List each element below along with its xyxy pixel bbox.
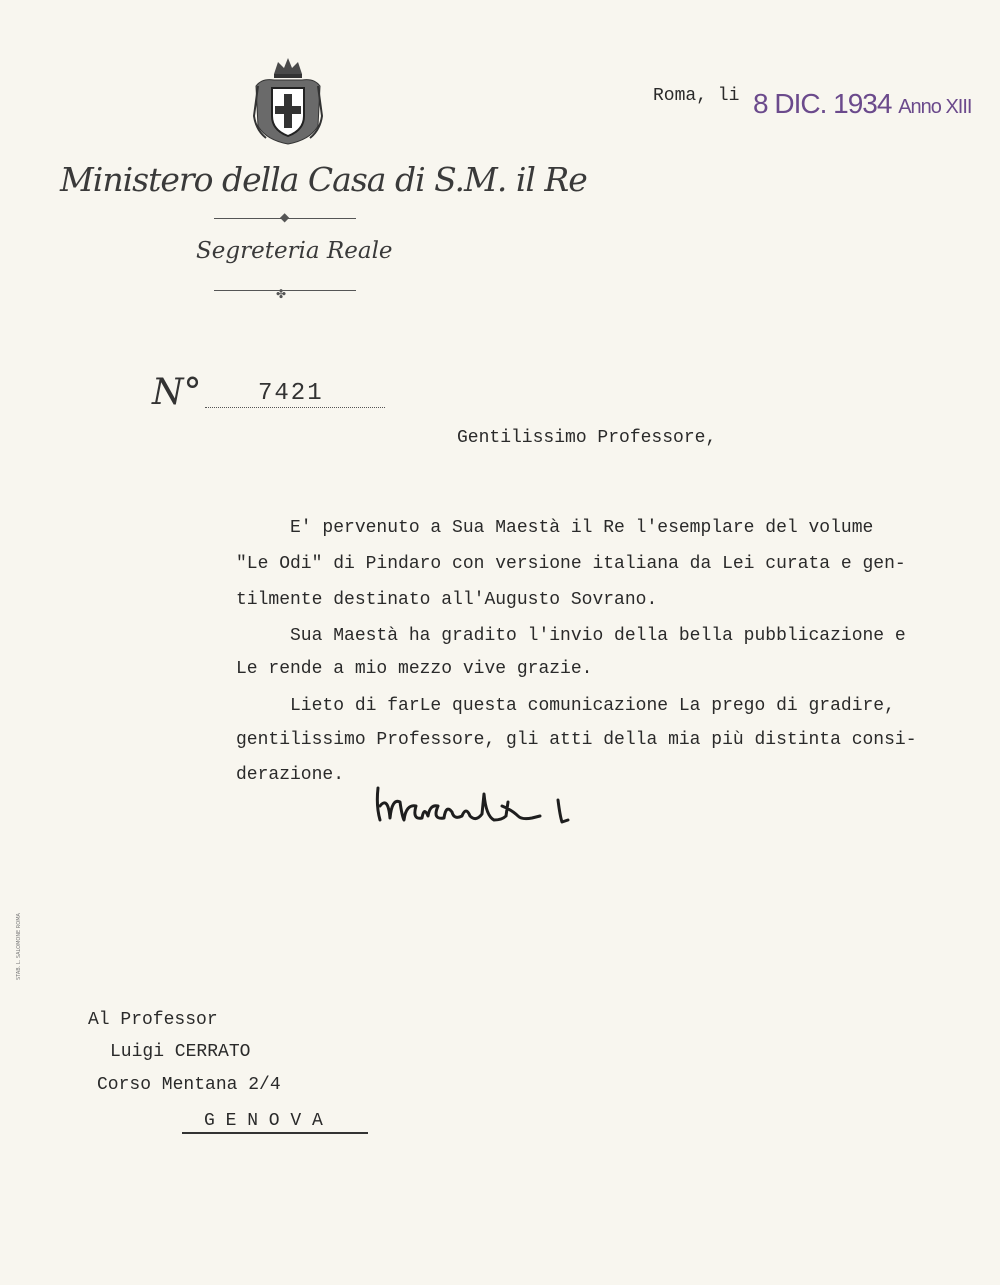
royal-crest-icon bbox=[252, 56, 324, 146]
body-line: tilmente destinato all'Augusto Sovrano. bbox=[236, 590, 658, 610]
body-line: Sua Maestà ha gradito l'invio della bella pubblicazione e bbox=[236, 626, 906, 646]
ministry-name: Ministero della Casa di S.M. il Re bbox=[60, 160, 587, 199]
department-name: Segreteria Reale bbox=[196, 238, 393, 264]
salutation: Gentilissimo Professore, bbox=[457, 428, 717, 448]
protocol-number: 7421 bbox=[258, 380, 324, 407]
body-line: derazione. bbox=[236, 765, 345, 785]
ornament-icon: ◆ bbox=[280, 210, 290, 224]
address-name: Luigi CERRATO bbox=[110, 1042, 251, 1062]
number-dotted-line bbox=[205, 407, 385, 408]
dateline-place: Roma, li bbox=[653, 86, 740, 106]
address-street: Corso Mentana 2/4 bbox=[97, 1075, 281, 1095]
body-line: Le rende a mio mezzo vive grazie. bbox=[236, 659, 593, 679]
address-city: G E N O V A bbox=[204, 1111, 323, 1131]
printer-mark: STAB. L. SALOMONE ROMA bbox=[16, 913, 22, 980]
date-stamp bbox=[753, 88, 971, 120]
body-line: gentilissimo Professore, gli atti della mia più distinta consi- bbox=[236, 730, 917, 750]
handwritten-signature bbox=[372, 776, 572, 836]
number-label: N° bbox=[152, 372, 202, 413]
stamp-date: 8 DIC. 1934 bbox=[753, 88, 892, 119]
body-line: E' pervenuto a Sua Maestà il Re l'esemplare del volume bbox=[236, 518, 874, 538]
body-line: Lieto di farLe questa comunicazione La prego di gradire, bbox=[236, 696, 895, 716]
address-title: Al Professor bbox=[88, 1010, 218, 1030]
ornament-icon: ✤ bbox=[276, 287, 287, 301]
body-line: "Le Odi" di Pindaro con versione italiana da Lei curata e gen- bbox=[236, 554, 906, 574]
stamp-era: Anno XIII bbox=[898, 96, 972, 118]
city-underline bbox=[182, 1132, 368, 1134]
